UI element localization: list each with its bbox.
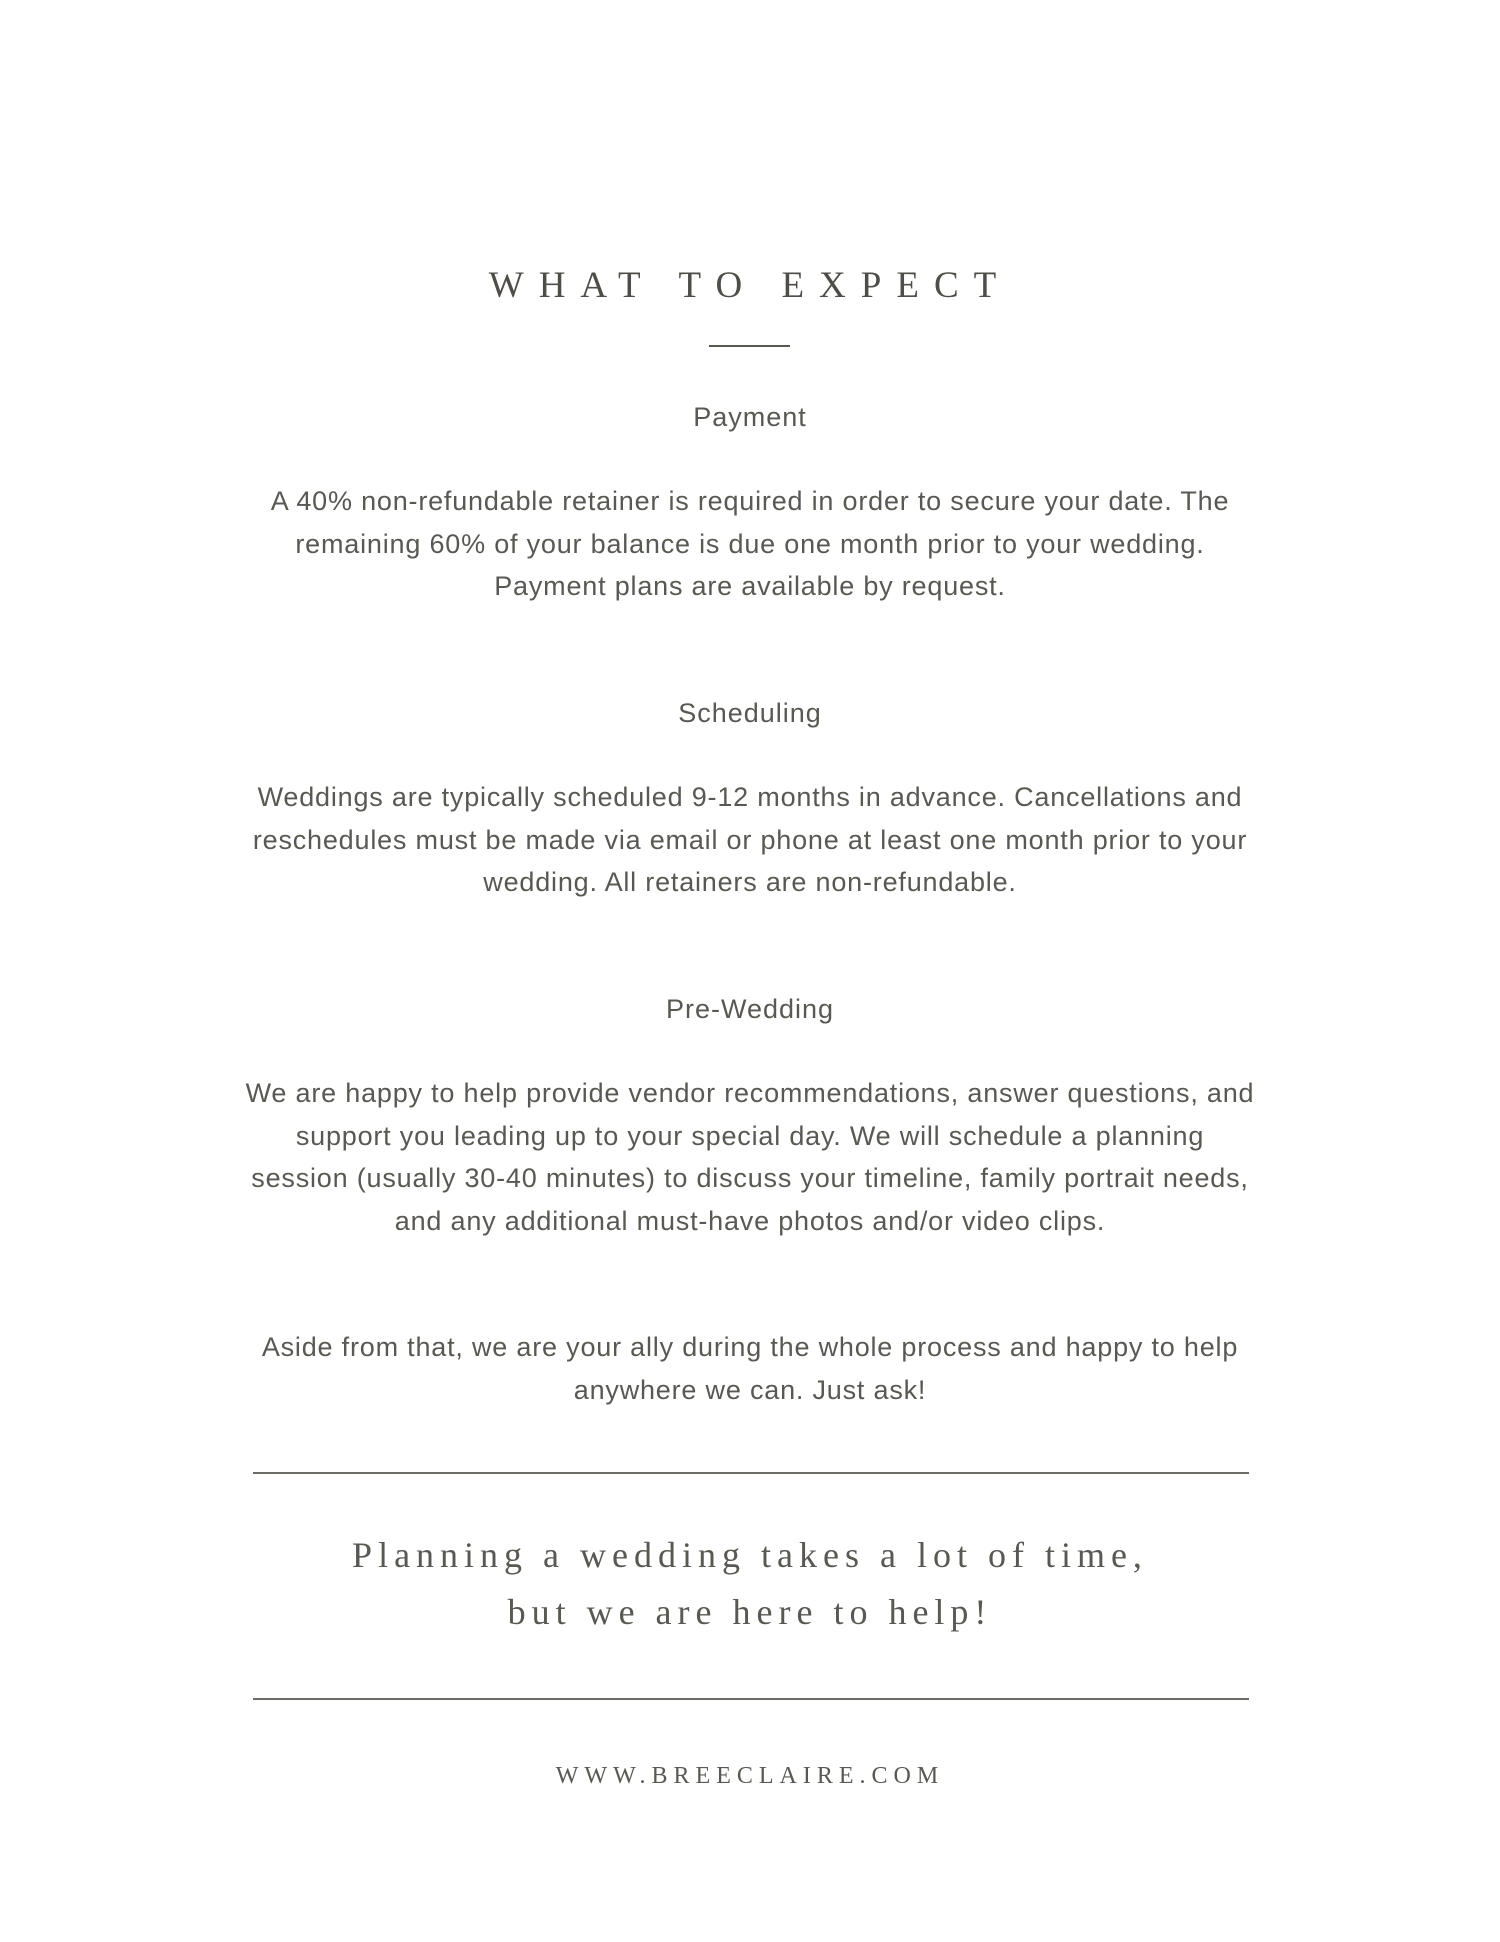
tagline [0,1527,1500,1641]
scheduling-paragraph: Weddings are typically scheduled 9-12 months in advance. Cancellations and reschedules must be made via email or phone at least one month prior to your wedding. All retainers are non-refundable. [252,782,1248,897]
website-link[interactable]: WWW.BREECLAIRE.COM [555,1763,945,1789]
top-divider [253,1472,1249,1474]
payment-paragraph: A 40% non-refundable retainer is required in order to secure your date. The remaining 60% of your balance is due one month prior to your wedding. Payment plans are available by request. [270,486,1230,601]
pre-wedding-closing-paragraph: Aside from that, we are your ally during the whole process and happy to help anywhere we can. Just ask! [261,1332,1239,1405]
section-heading-pre-wedding: Pre-Wedding [665,994,835,1024]
title-underline [709,345,790,347]
tagline-line-2: but we are here to help! [507,1592,993,1632]
bottom-divider [253,1698,1249,1700]
section-heading-payment: Payment [693,402,807,432]
section-heading-scheduling: Scheduling [678,698,822,728]
tagline-line-1: Planning a wedding takes a lot of time, [352,1535,1148,1575]
page-title: WHAT TO EXPECT [488,265,1012,306]
pre-wedding-paragraph: We are happy to help provide vendor recommendations, answer questions, and support you leading up to your special day. We will schedule a planning session (usually 30-40 minutes) to discuss your timeline, family portrait needs, and any additional must-have photos and/or video clips. [245,1078,1255,1236]
